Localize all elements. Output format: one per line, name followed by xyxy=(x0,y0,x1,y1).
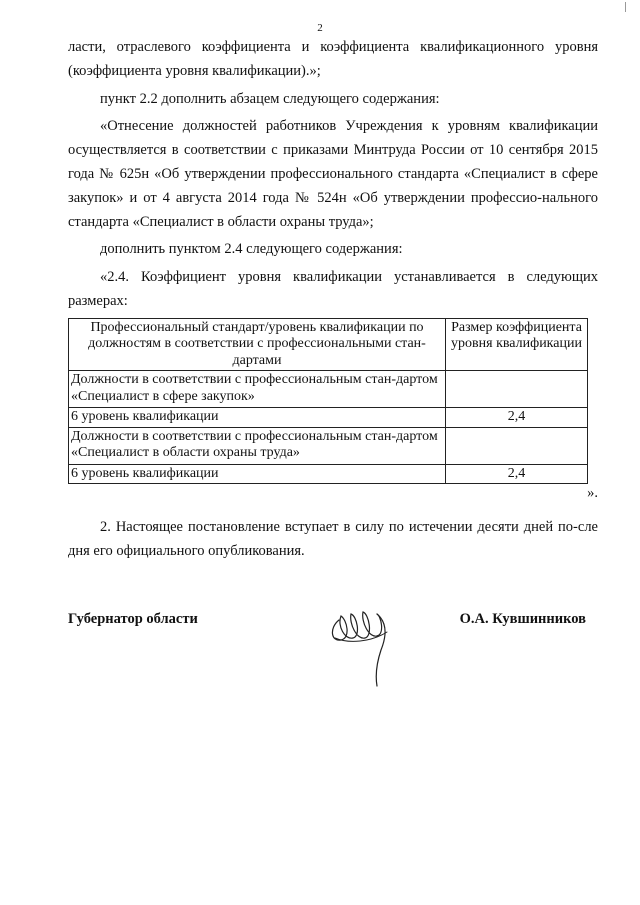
table-cell-value xyxy=(446,427,588,464)
table-cell-value: 2,4 xyxy=(446,408,588,428)
table-cell-standard: Должности в соответствии с профессиональным стан-дартом «Специалист в области охраны труда» xyxy=(69,427,446,464)
signature-icon xyxy=(325,590,405,690)
paragraph-amend-2-2: пункт 2.2 дополнить абзацем следующего содержания: xyxy=(100,90,440,107)
coefficient-table xyxy=(68,318,588,485)
coefficient-table-wrapper xyxy=(68,318,598,485)
paragraph-continuation: ласти, отраслевого коэффициента и коэффициента квалификационного уровня (коэффициента уровня квалификации).»; xyxy=(68,39,598,79)
signatory-name: О.А. Кувшинников xyxy=(459,611,586,627)
table-row xyxy=(69,464,588,484)
table-row xyxy=(69,408,588,428)
table-row xyxy=(69,427,588,464)
table-header-coefficient: Размер коэффициента уровня квалификации xyxy=(446,318,588,371)
document-body xyxy=(68,36,598,564)
table-header-standard: Профессиональный стандарт/уровень квалификации по должностям в соответствии с профессиональными стан-дартами xyxy=(69,318,446,371)
table-cell-standard: 6 уровень квалификации xyxy=(69,408,446,428)
signatory-position: Губернатор области xyxy=(68,611,198,627)
paragraph-amend-2-4: дополнить пунктом 2.4 следующего содержания: xyxy=(100,241,403,258)
paragraph-qualification-assignment: «Отнесение должностей работников Учреждения к уровням квалификации осуществляется в соответствии с приказами Минтруда России от 10 сентября 2015 года № 625н «Об утверждении профессионального стандарта «Специалист в сфере закупок» и от 4 августа 2014 года № 524н «Об утверждении профессио-нального стандарта «Специалист в области охраны труда»; xyxy=(68,118,598,230)
table-row xyxy=(69,371,588,408)
closing-quote-mark: ». xyxy=(587,485,598,502)
paragraph-effective-date: 2. Настоящее постановление вступает в силу по истечении десяти дней по-сле дня его официального опубликования. xyxy=(68,519,598,560)
paragraph-coefficient-intro: «2.4. Коэффициент уровня квалификации устанавливается в следующих размерах: xyxy=(68,269,598,309)
page-number: 2 xyxy=(317,22,323,34)
table-cell-value xyxy=(446,371,588,408)
table-header-row xyxy=(69,318,588,371)
scan-corner-mark xyxy=(625,2,626,12)
table-cell-standard: 6 уровень квалификации xyxy=(69,464,446,484)
table-cell-standard: Должности в соответствии с профессиональным стан-дартом «Специалист в сфере закупок» xyxy=(69,371,446,408)
table-cell-value: 2,4 xyxy=(446,464,588,484)
